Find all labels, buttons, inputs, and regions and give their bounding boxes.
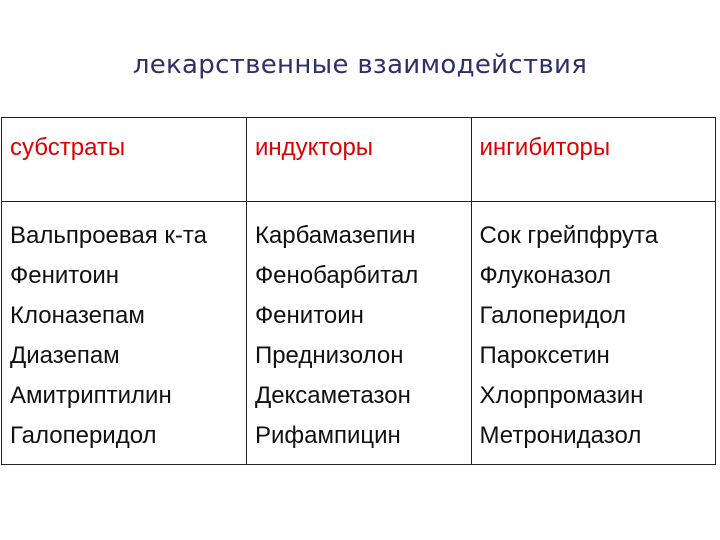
slide-title: лекарственные взаимодействия [132, 50, 588, 80]
inducers-cell [246, 202, 471, 465]
inducers-list [247, 202, 471, 456]
list-item: Метронидазол [479, 422, 642, 449]
list-item: Рифампицин [254, 422, 401, 449]
header-cell-inhibitors [471, 118, 715, 202]
table-header-row [2, 118, 716, 202]
list-item: Фенобарбитал [254, 262, 419, 289]
table-body-row [2, 202, 716, 465]
list-item: Клоназепам [10, 302, 145, 329]
header-substrates: субстраты [10, 134, 126, 161]
list-item: Хлорпромазин [479, 382, 644, 409]
inhibitors-list [472, 202, 715, 456]
inhibitors-cell [471, 202, 715, 465]
substrates-cell [2, 202, 247, 465]
list-item: Преднизолон [254, 342, 404, 369]
header-inducers: индукторы [254, 134, 374, 161]
header-inhibitors: ингибиторы [479, 134, 611, 161]
list-item: Вальпроевая к-та [10, 222, 207, 249]
list-item: Дексаметазон [254, 382, 411, 409]
list-item: Фенитоин [10, 262, 119, 289]
list-item: Пароксетин [479, 342, 610, 369]
header-cell-substrates [2, 118, 247, 202]
list-item: Галоперидол [479, 302, 627, 329]
list-item: Карбамазепин [254, 222, 416, 249]
header-cell-inducers [246, 118, 471, 202]
list-item: Галоперидол [10, 422, 157, 449]
list-item: Диазепам [10, 342, 120, 369]
list-item: Сок грейпфрута [479, 222, 659, 249]
substrates-list [2, 202, 246, 456]
list-item: Амитриптилин [10, 382, 172, 409]
list-item: Фенитоин [254, 302, 364, 329]
list-item: Флуконазол [479, 262, 611, 289]
interaction-table [1, 117, 716, 465]
